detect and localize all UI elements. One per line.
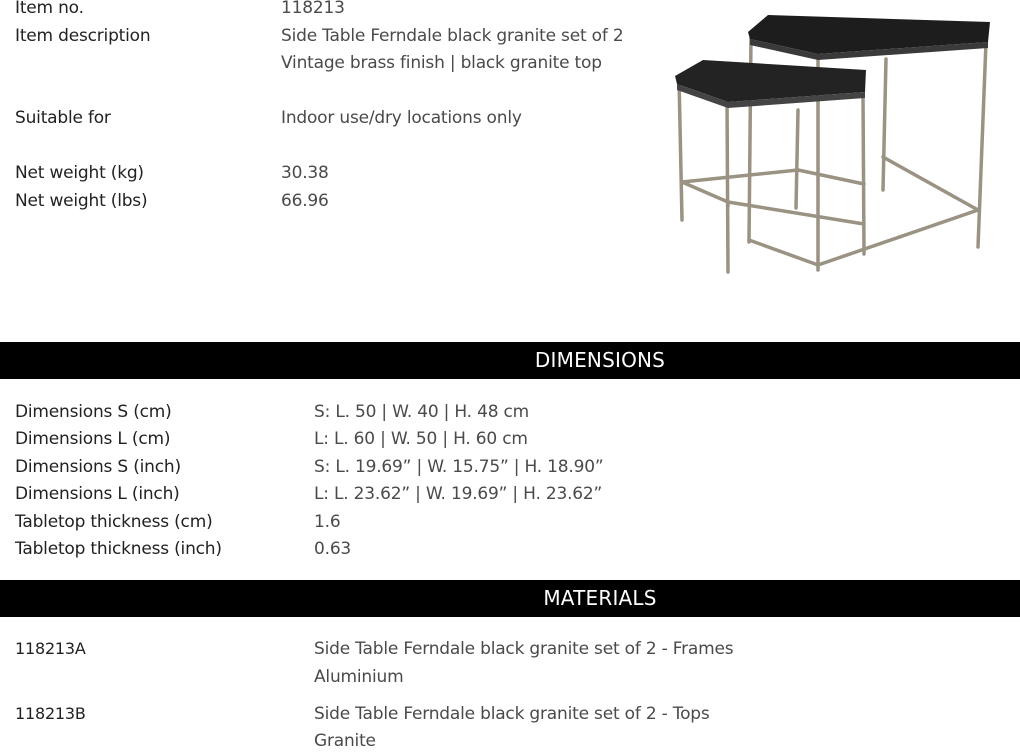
dimension-row-label: Tabletop thickness (cm) <box>15 512 213 532</box>
materials-section-header <box>0 580 1020 617</box>
dimension-row-label: Dimensions L (cm) <box>15 429 171 449</box>
item-no-label: Item no. <box>15 0 84 18</box>
dimension-row-value: S: L. 19.69” | W. 15.75” | H. 18.90” <box>314 457 604 477</box>
dimension-row-label: Dimensions S (cm) <box>15 402 172 422</box>
material-code: 118213B <box>15 704 86 723</box>
dimension-row-value: S: L. 50 | W. 40 | H. 48 cm <box>314 402 530 422</box>
material-code: 118213A <box>15 639 86 658</box>
dimensions-title: DIMENSIONS <box>534 348 666 372</box>
dimension-row-label: Dimensions S (inch) <box>15 457 181 477</box>
material-description: Side Table Ferndale black granite set of 2 - Frames <box>314 639 734 659</box>
dimension-row-value: 0.63 <box>314 539 352 559</box>
material-name: Granite <box>314 731 376 751</box>
suitable-for-value: Indoor use/dry locations only <box>281 108 522 128</box>
nesting-side-tables-image <box>668 12 993 282</box>
suitable-for-label: Suitable for <box>15 108 111 128</box>
dimension-row-value: L: L. 23.62” | W. 19.69” | H. 23.62” <box>314 484 603 504</box>
net-weight-kg-label: Net weight (kg) <box>15 163 144 183</box>
dimension-row-label: Dimensions L (inch) <box>15 484 180 504</box>
item-description-line-2: Vintage brass finish | black granite top <box>281 53 602 73</box>
net-weight-lbs-label: Net weight (lbs) <box>15 191 148 211</box>
item-no-value: 118213 <box>281 0 345 18</box>
dimension-row-value: L: L. 60 | W. 50 | H. 60 cm <box>314 429 528 449</box>
net-weight-kg-value: 30.38 <box>281 163 329 183</box>
item-description-line-1: Side Table Ferndale black granite set of 2 <box>281 26 624 46</box>
material-description: Side Table Ferndale black granite set of 2 - Tops <box>314 704 710 724</box>
dimensions-section-header <box>0 342 1020 379</box>
dimension-row-label: Tabletop thickness (inch) <box>15 539 222 559</box>
net-weight-lbs-value: 66.96 <box>281 191 329 211</box>
material-name: Aluminium <box>314 667 404 687</box>
materials-title: MATERIALS <box>543 586 657 610</box>
dimension-row-value: 1.6 <box>314 512 341 532</box>
item-description-label: Item description <box>15 26 151 46</box>
